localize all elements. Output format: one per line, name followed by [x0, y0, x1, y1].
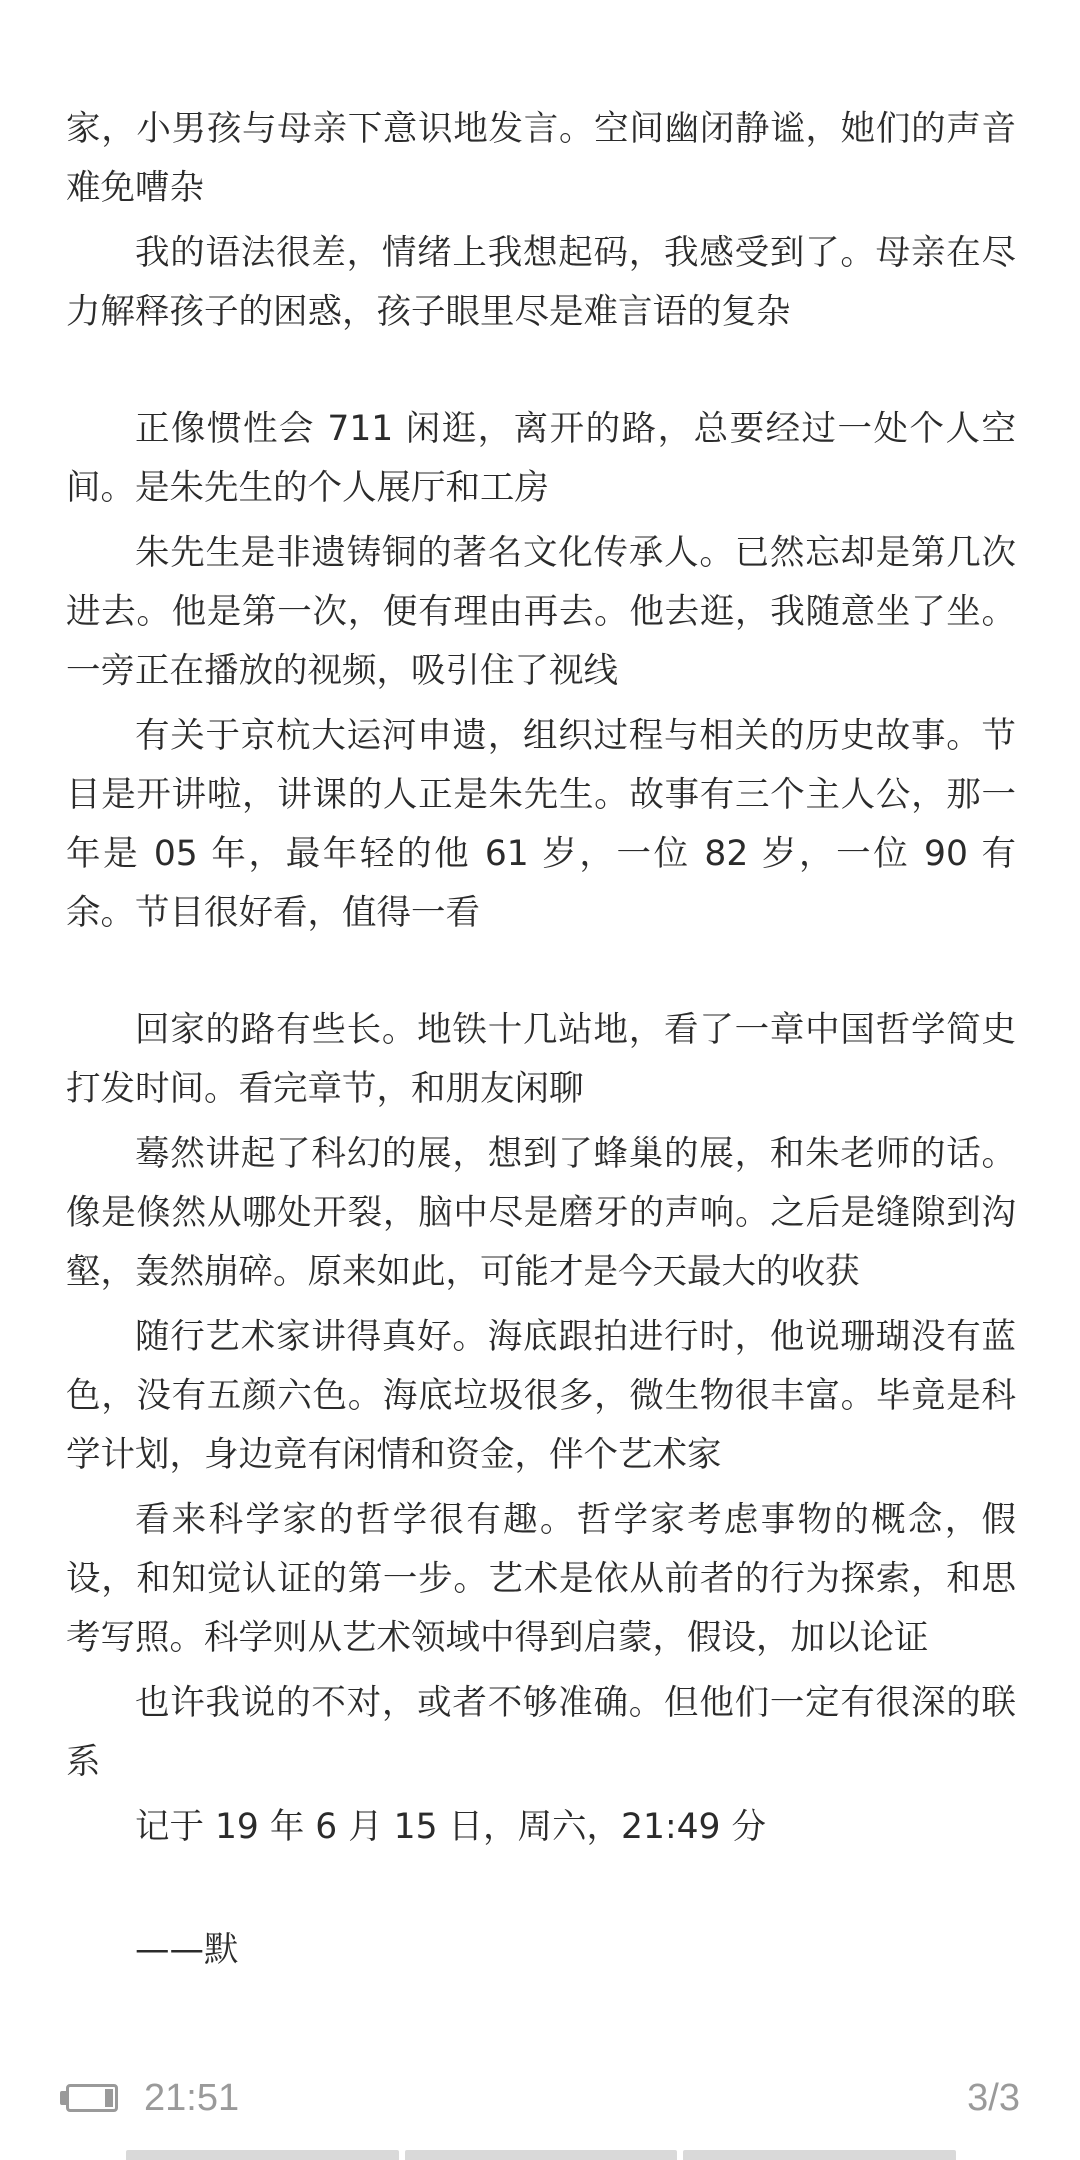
page-indicator: 3/3: [967, 2076, 1020, 2119]
progress-segment: [405, 2150, 678, 2160]
paragraph: 也许我说的不对，或者不够准确。但他们一定有很深的联系: [66, 1683, 1016, 1782]
battery-icon: [60, 2083, 122, 2113]
paragraph: 家，小男孩与母亲下意识地发言。空间幽闭静谧，她们的声音难免嘈杂: [66, 109, 1016, 208]
reader-content: [66, 100, 1016, 1986]
progress-segment: [683, 2150, 956, 2160]
footer-status: [60, 2077, 239, 2120]
paragraph: 回家的路有些长。地铁十几站地，看了一章中国哲学简史打发时间。看完章节，和朋友闲聊: [66, 1010, 1016, 1109]
page-progress-strip[interactable]: [126, 2150, 956, 2160]
battery-level: [105, 2089, 113, 2107]
status-time: 21:51: [144, 2076, 240, 2119]
paragraph: 有关于京杭大运河申遗，组织过程与相关的历史故事。节目是开讲啦，讲课的人正是朱先生。故事有三个主人公，那一年是 05 年，最年轻的他 61 岁，一位 82 岁，一位 90 有余。节目很好看，值得一看: [66, 716, 1016, 933]
battery-body: [66, 2084, 118, 2112]
paragraph-gap: [66, 949, 1016, 1001]
paragraph: 正像惯性会 711 闲逛，离开的路，总要经过一处个人空间。是朱先生的个人展厅和工房: [66, 409, 1016, 508]
paragraph-gap: [66, 1863, 1016, 1921]
paragraph: 蓦然讲起了科幻的展，想到了蜂巢的展，和朱老师的话。像是倏然从哪处开裂，脑中尽是磨牙的声响。之后是缝隙到沟壑，轰然崩碎。原来如此，可能才是今天最大的收获: [66, 1134, 1016, 1292]
signature: ——默: [135, 1930, 239, 1970]
reader-footer: [60, 2068, 1020, 2128]
paragraph: 随行艺术家讲得真好。海底跟拍进行时，他说珊瑚没有蓝色，没有五颜六色。海底垃圾很多，微生物很丰富。毕竟是科学计划，身边竟有闲情和资金，伴个艺术家: [66, 1317, 1016, 1475]
paragraph-gap: [66, 348, 1016, 400]
progress-segment: [126, 2150, 399, 2160]
paragraph: 我的语法很差，情绪上我想起码，我感受到了。母亲在尽力解释孩子的困惑，孩子眼里尽是难言语的复杂: [66, 233, 1016, 332]
paragraph: 看来科学家的哲学很有趣。哲学家考虑事物的概念，假设，和知觉认证的第一步。艺术是依从前者的行为探索，和思考写照。科学则从艺术领域中得到启蒙，假设，加以论证: [66, 1500, 1016, 1658]
paragraph: 记于 19 年 6 月 15 日，周六，21:49 分: [135, 1807, 766, 1847]
paragraph: 朱先生是非遗铸铜的著名文化传承人。已然忘却是第几次进去。他是第一次，便有理由再去。他去逛，我随意坐了坐。一旁正在播放的视频，吸引住了视线: [66, 533, 1016, 691]
